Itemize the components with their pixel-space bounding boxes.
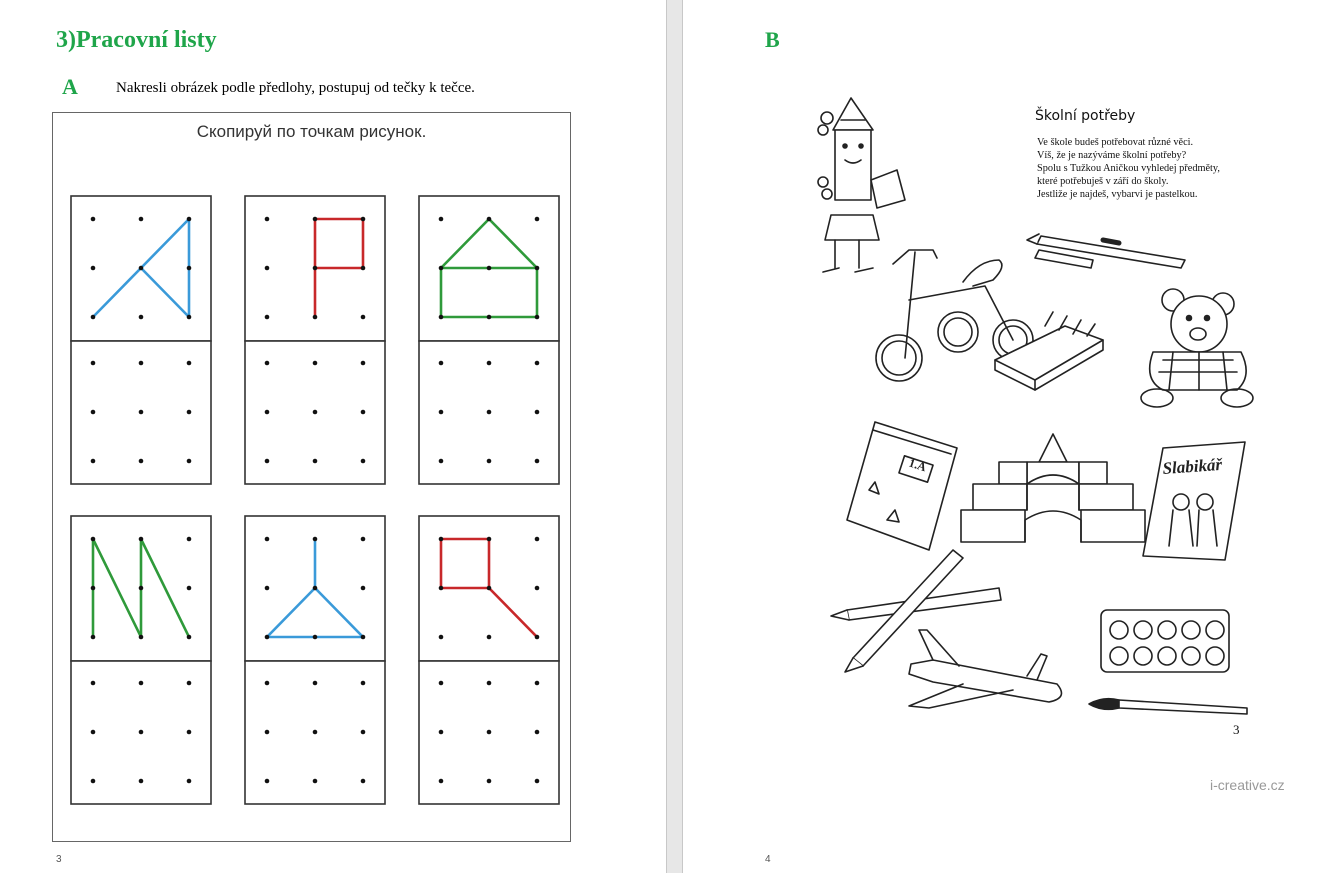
section-title: 3)Pracovní listy xyxy=(56,27,217,53)
grid-dot xyxy=(313,537,318,542)
grid-dot xyxy=(265,730,270,735)
grid-dot xyxy=(361,537,366,542)
grid-dot xyxy=(487,266,492,271)
grid-dot xyxy=(313,217,318,222)
grid-dot xyxy=(91,537,96,542)
grid-dot xyxy=(187,779,192,784)
grid-dot xyxy=(361,459,366,464)
grid-dot xyxy=(313,681,318,686)
grid-dot xyxy=(361,315,366,320)
grid-dot xyxy=(139,266,144,271)
grid-dot xyxy=(535,361,540,366)
grid-dot xyxy=(439,779,444,784)
grid-dot xyxy=(535,537,540,542)
grid-dot xyxy=(265,681,270,686)
grid-dot xyxy=(265,459,270,464)
grid-dot xyxy=(439,537,444,542)
grid-dot xyxy=(91,586,96,591)
school-text-line: Jestliže je najdeš, vybarvi je pastelkou. xyxy=(1037,189,1198,200)
airplane-icon xyxy=(909,630,1062,708)
grid-dot xyxy=(265,586,270,591)
grid-dot xyxy=(91,730,96,735)
exercise-b-label: B xyxy=(765,27,780,52)
exercise-book-label: 1.A xyxy=(907,455,929,475)
grid-dot xyxy=(265,266,270,271)
school-text-line: Ve škole budeš potřebovat různé věci. xyxy=(1037,137,1194,148)
school-text-line: Víš, že je nazýváme školní potřeby? xyxy=(1037,150,1187,161)
grid-dot xyxy=(187,730,192,735)
grid-dot xyxy=(487,361,492,366)
grid-dot xyxy=(313,361,318,366)
school-supplies-text xyxy=(1037,136,1267,201)
grid-dot xyxy=(139,635,144,640)
grid-dot xyxy=(535,779,540,784)
grid-dot xyxy=(361,681,366,686)
grid-dot xyxy=(187,410,192,415)
right-page xyxy=(683,0,1343,873)
primer-title: Slabikář xyxy=(1161,454,1223,478)
grid-dot xyxy=(361,635,366,640)
grid-dot xyxy=(361,586,366,591)
grid-dot xyxy=(187,635,192,640)
grid-dot xyxy=(439,217,444,222)
grid-dot xyxy=(487,410,492,415)
grid-dot xyxy=(265,537,270,542)
left-page xyxy=(0,0,666,873)
grid-dot xyxy=(187,361,192,366)
grid-dot xyxy=(91,315,96,320)
grid-dot xyxy=(439,410,444,415)
page-gutter xyxy=(666,0,683,873)
grid-dot xyxy=(535,315,540,320)
grid-dot xyxy=(313,410,318,415)
grid-dot xyxy=(265,361,270,366)
grid-dot xyxy=(439,635,444,640)
grid-dot xyxy=(265,779,270,784)
grid-dot xyxy=(139,361,144,366)
grid-dot xyxy=(535,266,540,271)
grid-dot xyxy=(313,266,318,271)
grid-dot xyxy=(535,730,540,735)
crayon-box-icon xyxy=(995,312,1103,390)
paint-box-icon xyxy=(1101,610,1229,672)
grid-dot xyxy=(139,681,144,686)
grid-dot xyxy=(487,586,492,591)
grid-dot xyxy=(439,459,444,464)
grid-dot xyxy=(487,635,492,640)
grid-dot xyxy=(139,779,144,784)
school-text-line: Spolu s Tužkou Aničkou vyhledej předměty, xyxy=(1037,163,1220,174)
grid-dot xyxy=(187,315,192,320)
grid-dot xyxy=(187,266,192,271)
grid-dot xyxy=(361,361,366,366)
grid-dot xyxy=(535,586,540,591)
grid-dot xyxy=(265,635,270,640)
grid-dot xyxy=(139,730,144,735)
grid-dot xyxy=(439,266,444,271)
building-blocks-icon xyxy=(961,434,1145,542)
grid-dot xyxy=(91,779,96,784)
grid-dot xyxy=(139,586,144,591)
grid-dot xyxy=(91,681,96,686)
grid-dot xyxy=(265,410,270,415)
grid-dot xyxy=(535,459,540,464)
grid-dot xyxy=(535,217,540,222)
grid-dot xyxy=(91,217,96,222)
grid-dot xyxy=(535,681,540,686)
grid-dot xyxy=(487,315,492,320)
pencil-girl-icon xyxy=(818,98,905,272)
grid-dot xyxy=(313,779,318,784)
grid-dot xyxy=(487,779,492,784)
grid-dot xyxy=(139,315,144,320)
grid-dot xyxy=(313,635,318,640)
grid-dot xyxy=(187,537,192,542)
grid-dot xyxy=(187,586,192,591)
grid-dot xyxy=(91,635,96,640)
grid-dot xyxy=(535,410,540,415)
grid-dot xyxy=(313,586,318,591)
grid-dot xyxy=(187,459,192,464)
grid-dot xyxy=(361,217,366,222)
grid-dot xyxy=(91,459,96,464)
grid-dot xyxy=(91,266,96,271)
grid-dot xyxy=(187,217,192,222)
grid-dot xyxy=(313,315,318,320)
grid-dot xyxy=(313,730,318,735)
watermark: i-creative.cz xyxy=(1210,777,1285,793)
worksheet-title: Скопируй по точкам рисунок. xyxy=(196,122,427,141)
teddy-bear-icon xyxy=(1141,289,1253,407)
grid-dot xyxy=(487,459,492,464)
school-text-line: které potřebuješ v září do školy. xyxy=(1037,176,1169,187)
grid-dot xyxy=(439,681,444,686)
grid-dot xyxy=(439,586,444,591)
grid-dot xyxy=(265,315,270,320)
fountain-pen-icon xyxy=(1027,234,1185,268)
page-number-left: 3 xyxy=(56,854,62,865)
grid-dot xyxy=(439,361,444,366)
dot-copy-worksheet xyxy=(52,112,571,842)
grid-dot xyxy=(487,217,492,222)
grid-dot xyxy=(91,361,96,366)
grid-dot xyxy=(487,730,492,735)
grid-dot xyxy=(487,537,492,542)
grid-dot xyxy=(535,635,540,640)
grid-dot xyxy=(439,315,444,320)
school-supplies-title: Školní potřeby xyxy=(1035,108,1136,124)
grid-dot xyxy=(139,217,144,222)
grid-dot xyxy=(361,730,366,735)
exercise-book-icon xyxy=(847,422,957,550)
dot-grid-panels xyxy=(53,113,570,841)
grid-dot xyxy=(487,681,492,686)
grid-dot xyxy=(361,779,366,784)
grid-dot xyxy=(187,681,192,686)
paintbrush-icon xyxy=(1089,699,1247,714)
grid-dot xyxy=(139,410,144,415)
grid-dot xyxy=(361,266,366,271)
inner-page-number: 3 xyxy=(1233,722,1240,737)
grid-dot xyxy=(91,410,96,415)
pencils-icon xyxy=(831,550,1001,672)
grid-dot xyxy=(361,410,366,415)
exercise-a-instruction: Nakresli obrázek podle předlohy, postupuj od tečky k tečce. xyxy=(116,80,475,96)
page-number-right: 4 xyxy=(765,854,771,865)
grid-dot xyxy=(439,730,444,735)
grid-dot xyxy=(139,537,144,542)
exercise-a-label: A xyxy=(62,74,78,99)
grid-dot xyxy=(265,217,270,222)
grid-dot xyxy=(313,459,318,464)
grid-dot xyxy=(139,459,144,464)
